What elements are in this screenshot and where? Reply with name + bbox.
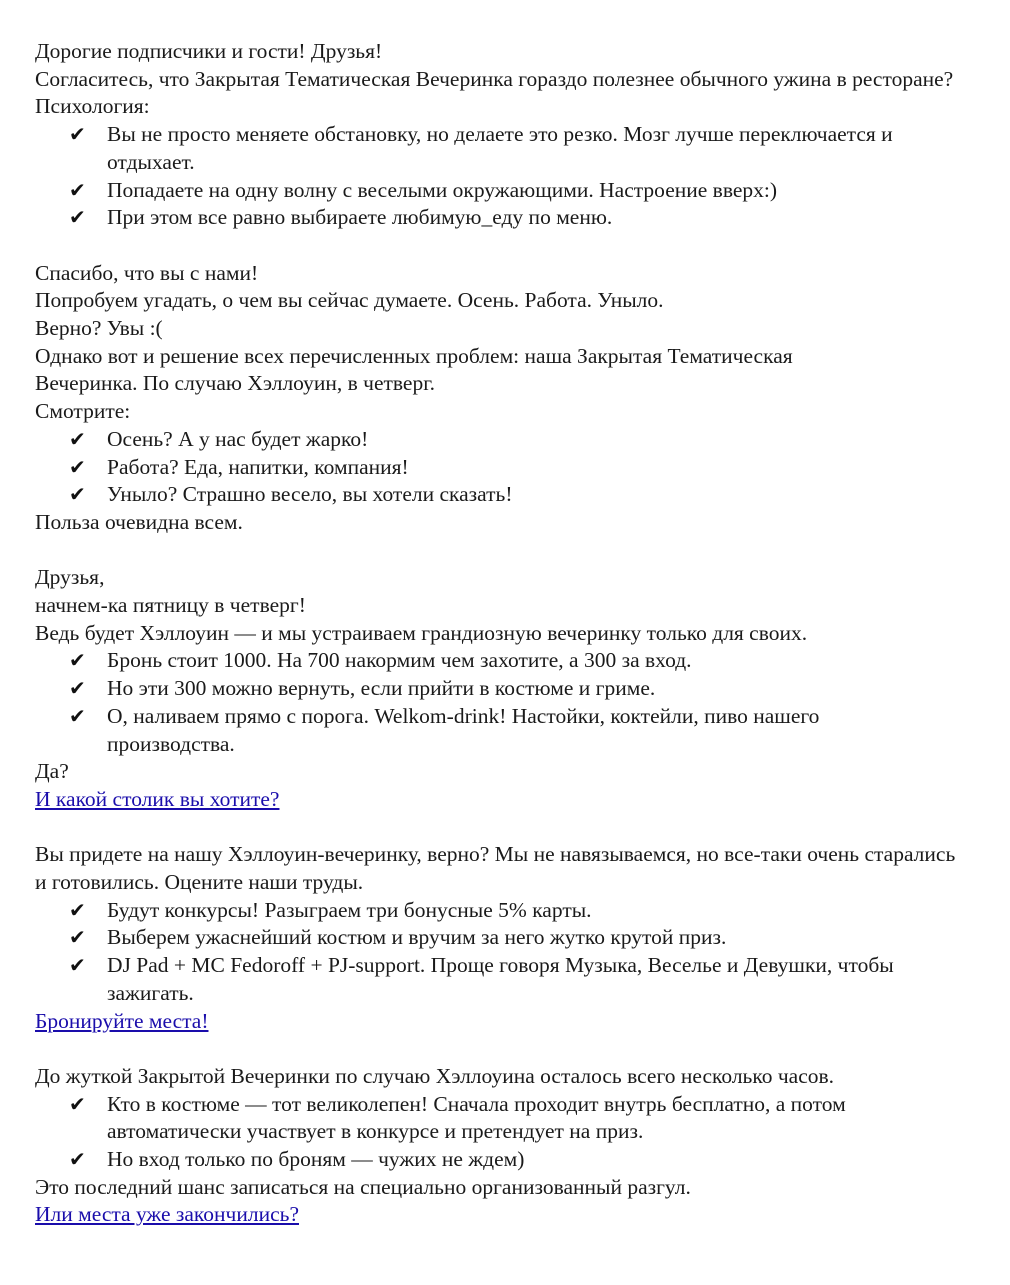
checkmark-icon: ✔ (69, 703, 86, 728)
list-item (69, 675, 990, 703)
list-item (69, 454, 990, 482)
section-3 (35, 564, 990, 813)
checkmark-icon: ✔ (69, 205, 86, 230)
paragraph: Согласитесь, что Закрытая Тематическая Вечеринка гораздо полезнее обычного ужина в ресторане? Психология: (35, 66, 954, 119)
checkmark-icon: ✔ (69, 897, 86, 922)
paragraph: начнем-ка пятницу в четверг! (35, 593, 306, 618)
list-item (69, 897, 990, 925)
paragraph: Верно? Увы :( (35, 316, 163, 341)
list-item-text: Работа? Еда, напитки, компания! (107, 454, 409, 479)
list-item-text: Попадаете на одну волну с веселыми окружающими. Настроение вверх:) (107, 177, 778, 202)
checkmark-icon: ✔ (69, 648, 86, 673)
checklist (35, 426, 990, 509)
list-item-text: Но эти 300 можно вернуть, если прийти в костюме и гриме. (107, 676, 656, 701)
section-4 (35, 841, 990, 1035)
list-item-text: Кто в костюме — тот великолепен! Сначала проходит внутрь бесплатно, а потом автоматически участвует в конкурсе и претендует на приз. (107, 1091, 846, 1144)
checkmark-icon: ✔ (69, 1091, 86, 1116)
list-item (69, 1146, 990, 1174)
checkmark-icon: ✔ (69, 925, 86, 950)
checklist (35, 897, 990, 1008)
list-item-text: Уныло? Страшно весело, вы хотели сказать! (107, 482, 513, 507)
paragraph-gap (35, 814, 990, 842)
list-item-text: Осень? А у нас будет жарко! (107, 426, 369, 451)
list-item (69, 647, 990, 675)
list-item (69, 204, 990, 232)
list-item-text: Бронь стоит 1000. На 700 накормим чем захотите, а 300 за вход. (107, 648, 692, 673)
section-5 (35, 1063, 990, 1229)
checklist (35, 647, 990, 758)
checkmark-icon: ✔ (69, 1147, 86, 1172)
seats-availability-link[interactable]: Или места уже закончились? (35, 1202, 299, 1227)
paragraph: Польза очевидна всем. (35, 509, 243, 534)
list-item-text: Будут конкурсы! Разыграем три бонусные 5% карты. (107, 897, 592, 922)
paragraph: Это последний шанс записаться на специально организованный разгул. (35, 1174, 691, 1199)
list-item (69, 426, 990, 454)
list-item (69, 481, 990, 509)
list-item (69, 1091, 990, 1146)
paragraph-gap (35, 537, 990, 565)
paragraph-gap (35, 232, 990, 260)
checkmark-icon: ✔ (69, 177, 86, 202)
checklist (35, 121, 990, 232)
list-item-text: Выберем ужаснейший костюм и вручим за него жутко крутой приз. (107, 925, 727, 950)
list-item (69, 703, 990, 758)
checkmark-icon: ✔ (69, 953, 86, 978)
paragraph: Смотрите: (35, 399, 131, 424)
checkmark-icon: ✔ (69, 454, 86, 479)
paragraph: Спасибо, что вы с нами! (35, 260, 259, 285)
checkmark-icon: ✔ (69, 426, 86, 451)
choose-table-link[interactable]: И какой столик вы хотите? (35, 786, 280, 811)
list-item (69, 924, 990, 952)
list-item-text: При этом все равно выбираете любимую_еду по меню. (107, 205, 613, 230)
checkmark-icon: ✔ (69, 122, 86, 147)
book-seats-link[interactable]: Бронируйте места! (35, 1008, 209, 1033)
paragraph: Однако вот и решение всех перечисленных проблем: наша Закрытая Тематическая Вечеринка. По случаю Хэллоуин, в четверг. (35, 343, 793, 396)
paragraph: Ведь будет Хэллоуин — и мы устраиваем грандиозную вечеринку только для своих. (35, 620, 808, 645)
checkmark-icon: ✔ (69, 676, 86, 701)
paragraph: Да? (35, 759, 69, 784)
checkmark-icon: ✔ (69, 482, 86, 507)
paragraph: До жуткой Закрытой Вечеринки по случаю Хэллоуина осталось всего несколько часов. (35, 1063, 835, 1088)
list-item (69, 177, 990, 205)
paragraph: Вы придете на нашу Хэллоуин-вечеринку, верно? Мы не навязываемся, но все-таки очень старались и готовились. Оцените наши труды. (35, 842, 956, 895)
paragraph: Друзья, (35, 565, 105, 590)
list-item (69, 952, 990, 1007)
section-1 (35, 38, 990, 232)
paragraph: Дорогие подписчики и гости! Друзья! (35, 39, 383, 63)
paragraph-gap (35, 1035, 990, 1063)
checklist (35, 1091, 990, 1174)
list-item (69, 121, 990, 176)
list-item-text: Вы не просто меняете обстановку, но делаете это резко. Мозг лучше переключается и отдыхает. (107, 122, 893, 174)
paragraph: Попробуем угадать, о чем вы сейчас думаете. Осень. Работа. Уныло. (35, 288, 664, 313)
list-item-text: DJ Pad + MC Fedoroff + PJ-support. Проще говоря Музыка, Веселье и Девушки, чтобы зажигать. (107, 953, 894, 1005)
section-2 (35, 260, 990, 537)
list-item-text: Но вход только по броням — чужих не ждем) (107, 1147, 525, 1172)
list-item-text: О, наливаем прямо с порога. Welkom-drink! Настойки, коктейли, пиво нашего производства. (107, 703, 820, 756)
